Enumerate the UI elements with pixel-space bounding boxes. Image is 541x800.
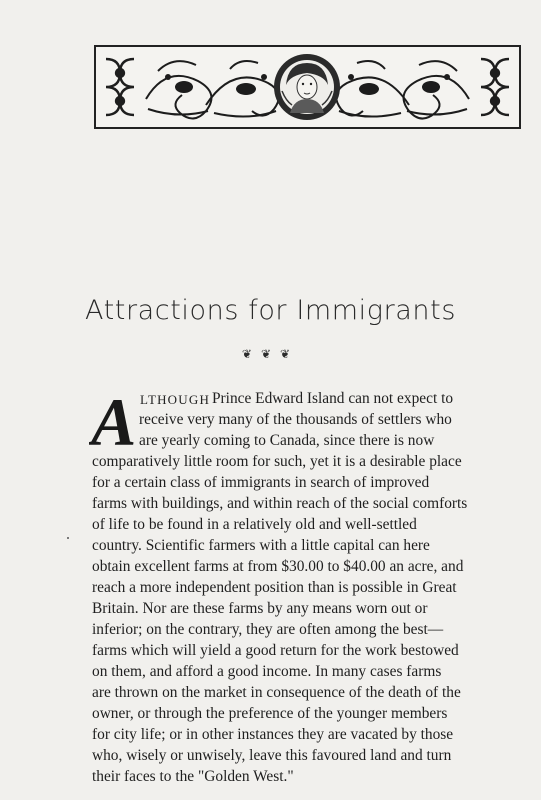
opening-word-smallcaps: LTHOUGH: [140, 392, 211, 407]
svg-text:A: A: [91, 387, 137, 453]
text-line: reach a more independent position than is possible in Great: [92, 579, 457, 596]
text-line: country. Scientific farmers with a little capital can here: [92, 537, 430, 554]
scrollwork-ornament: [96, 47, 519, 127]
drop-cap-letter: [89, 387, 141, 453]
chapter-title: Attractions for Immigrants: [84, 295, 457, 326]
text-line: are yearly coming to Canada, since there is now: [139, 432, 435, 449]
text-line: farms with buildings, and within reach of the social comforts: [92, 495, 468, 512]
text-line: obtain excellent farms at from $30.00 to $40.00 an acre, and: [92, 558, 464, 575]
portrait-medallion: [274, 54, 340, 120]
text-line: comparatively little room for such, yet it is a desirable place: [92, 453, 462, 470]
text-line: for a certain class of immigrants in search of improved: [92, 474, 430, 491]
text-line: receive very many of the thousands of settlers who: [139, 411, 452, 428]
text-line: on them, and afford a good income. In many cases farms: [92, 663, 442, 680]
text-line: their faces to the "Golden West.": [92, 768, 294, 785]
text-line: Prince Edward Island can not expect to: [212, 390, 454, 407]
text-line: who, wisely or unwisely, leave this favoured land and turn: [92, 747, 452, 764]
text-line: owner, or through the preference of the younger members: [92, 705, 448, 722]
text-line: of life to be found in a relatively old and well-settled: [92, 516, 417, 533]
text-line: for city life; or in other instances they are vacated by those: [92, 726, 454, 743]
text-line: Britain. Nor are these farms by any means worn out or: [92, 600, 428, 617]
fleuron-ornaments: ❦❦❦: [241, 347, 300, 361]
ornamental-header-band: [94, 45, 521, 129]
text-line: inferior; on the contrary, they are often among the best—: [92, 621, 444, 638]
text-line: farms which will yield a good return for the work bestowed: [92, 642, 459, 659]
paper-speck: [67, 537, 69, 539]
text-line: are thrown on the market in consequence of the death of the: [92, 684, 461, 701]
